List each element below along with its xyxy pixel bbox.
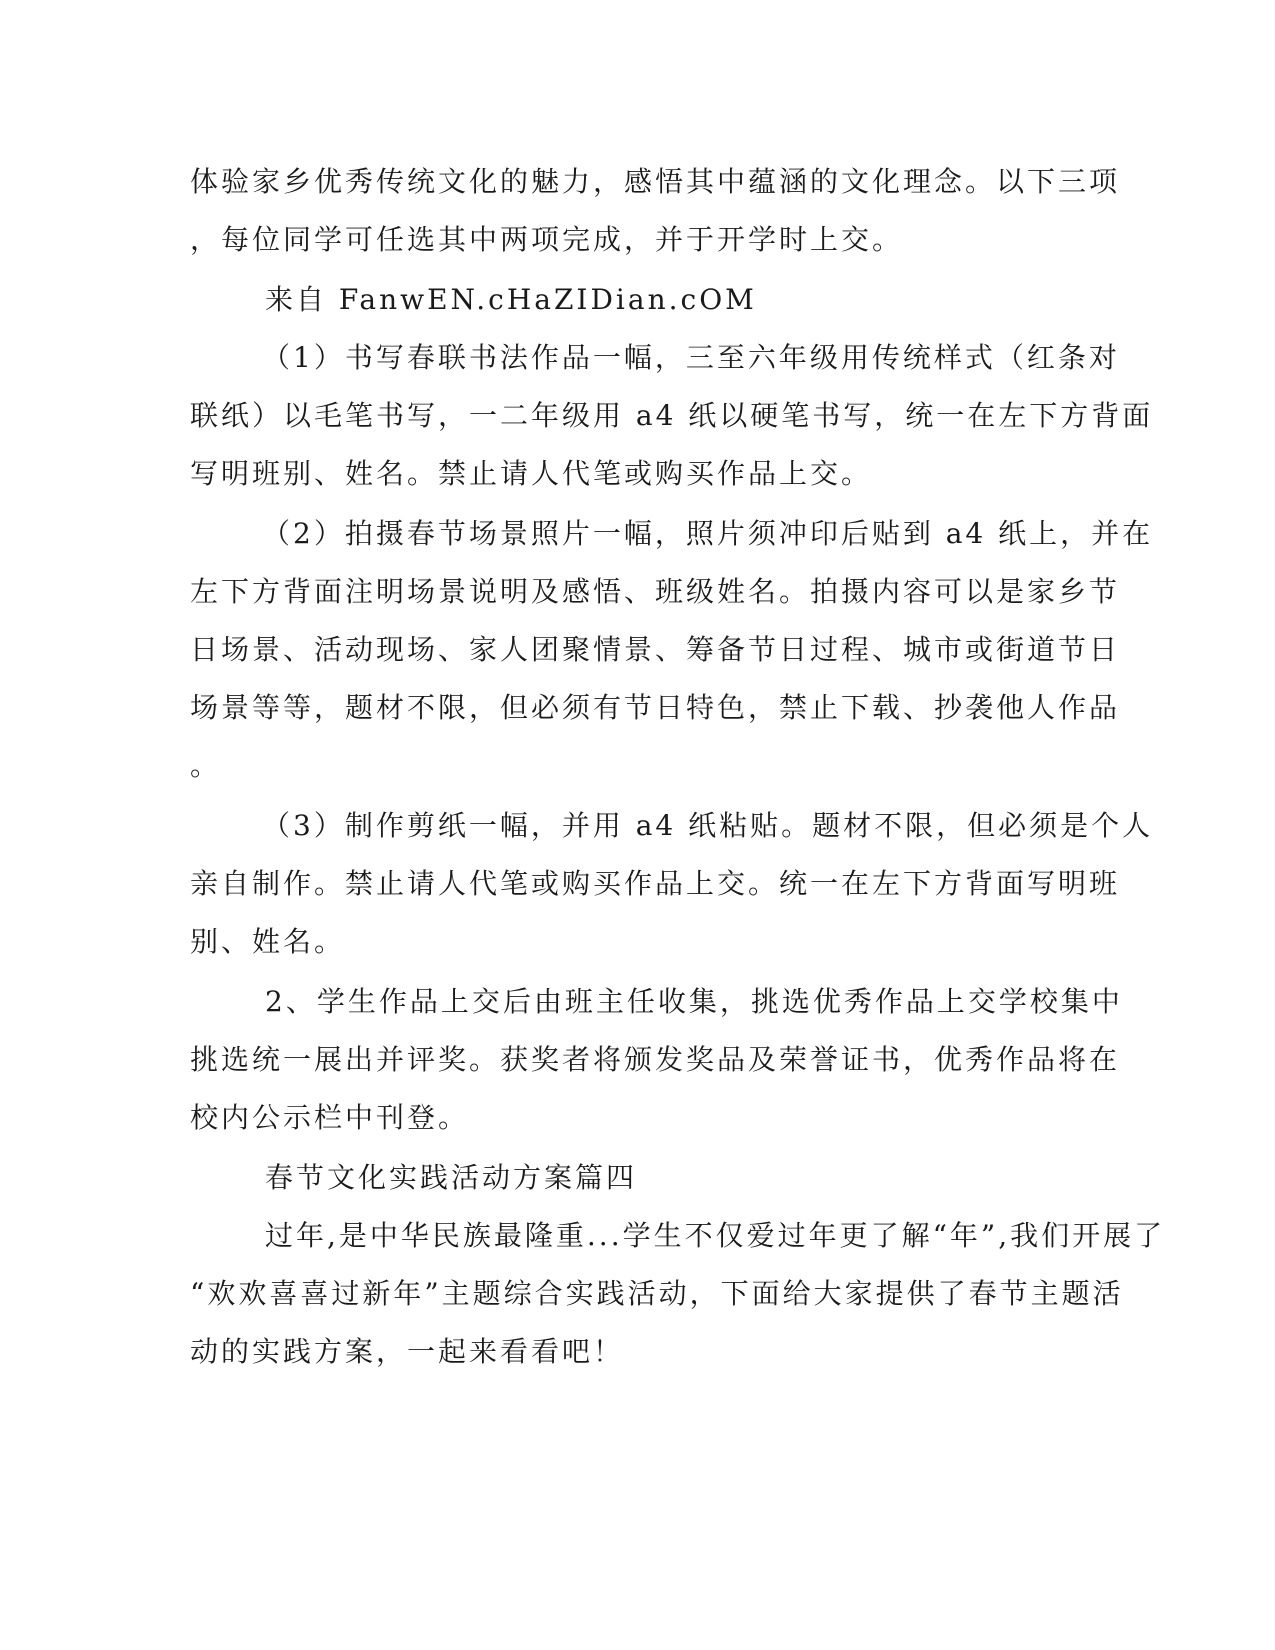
paragraph-line: 动的实践方案，一起来看看吧！ — [190, 1335, 625, 1368]
paragraph-line: 校内公示栏中刊登。 — [190, 1101, 470, 1134]
paragraph-line: 写明班别、姓名。禁止请人代笔或购买作品上交。 — [190, 457, 873, 490]
paragraph-line: 联纸）以毛笔书写，一二年级用 a4 纸以硬笔书写，统一在左下方背面 — [190, 399, 1154, 432]
paragraph-line: （2）拍摄春节场景照片一幅，照片须冲印后贴到 a4 纸上，并在 — [262, 517, 1154, 550]
paragraph-line: 别、姓名。 — [190, 925, 346, 958]
paragraph-line: 过年,是中华民族最隆重...学生不仅爱过年更了解“年”,我们开展了 — [265, 1219, 1166, 1252]
source-line: 来自 FanwEN.cHaZIDian.cOM — [265, 283, 757, 316]
paragraph-line: 左下方背面注明场景说明及感悟、班级姓名。拍摄内容可以是家乡节 — [190, 575, 1121, 608]
paragraph-line: 体验家乡优秀传统文化的魅力，感悟其中蕴涵的文化理念。以下三项 — [190, 165, 1121, 198]
paragraph-line: 2、学生作品上交后由班主任收集，挑选优秀作品上交学校集中 — [265, 985, 1123, 1018]
paragraph-line: 。 — [190, 749, 222, 782]
paragraph-line: （1）书写春联书法作品一幅，三至六年级用传统样式（红条对 — [262, 341, 1120, 374]
paragraph-line: 日场景、活动现场、家人团聚情景、筹备节日过程、城市或街道节日 — [190, 633, 1121, 666]
paragraph-line: （3）制作剪纸一幅，并用 a4 纸粘贴。题材不限，但必须是个人 — [262, 809, 1154, 842]
paragraph-line: 亲自制作。禁止请人代笔或购买作品上交。统一在左下方背面写明班 — [190, 867, 1121, 900]
paragraph-line: 场景等等，题材不限，但必须有节日特色，禁止下载、抄袭他人作品 — [190, 691, 1121, 724]
paragraph-line: ，每位同学可任选其中两项完成，并于开学时上交。 — [190, 223, 904, 256]
section-heading: 春节文化实践活动方案篇四 — [265, 1161, 638, 1194]
paragraph-line: 挑选统一展出并评奖。获奖者将颁发奖品及荣誉证书，优秀作品将在 — [190, 1043, 1121, 1076]
paragraph-line: “欢欢喜喜过新年”主题综合实践活动，下面给大家提供了春节主题活 — [190, 1277, 1124, 1310]
